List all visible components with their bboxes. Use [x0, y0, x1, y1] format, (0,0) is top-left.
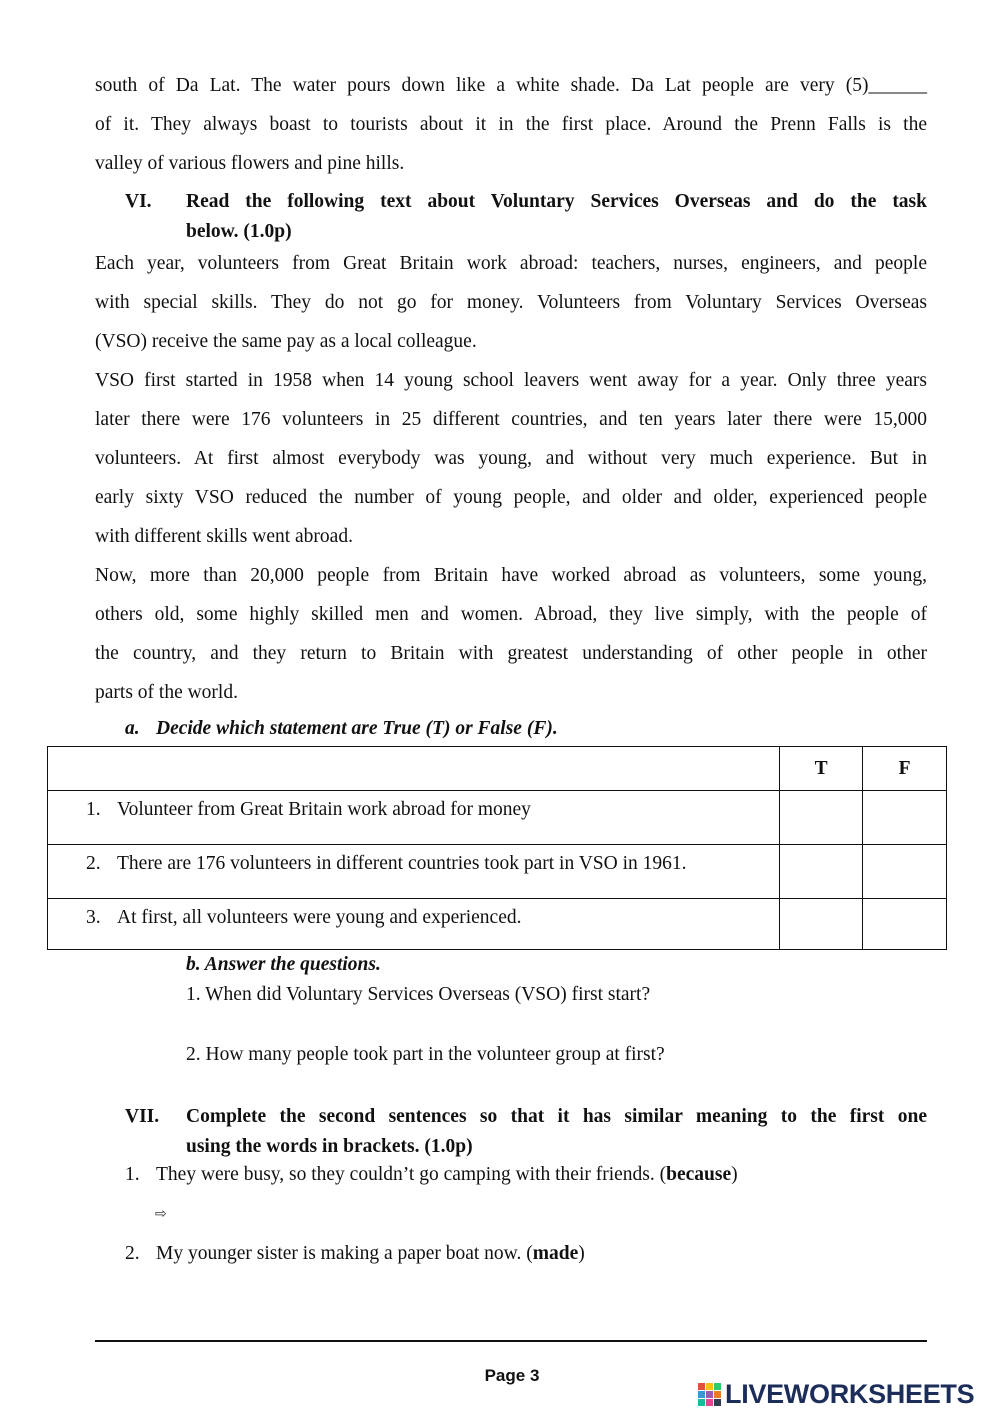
item-close: ): [578, 1243, 585, 1264]
statement-text: At first, all volunteers were young and experienced.: [117, 907, 522, 928]
intro-paragraph: [95, 66, 927, 183]
logo-cell: [714, 1399, 721, 1406]
item-close: ): [731, 1164, 738, 1185]
answer-t-cell[interactable]: [780, 791, 863, 845]
logo-wordmark: LIVEWORKSHEETS: [725, 1378, 975, 1409]
answer-f-cell[interactable]: [863, 845, 947, 899]
question-2: 2. How many people took part in the volunteer group at first?: [186, 1044, 665, 1065]
statement-text: There are 176 volunteers in different countries took part in VSO in 1961.: [117, 853, 687, 874]
header-t: T: [780, 747, 863, 791]
statement-cell: [48, 899, 780, 950]
answer-t-cell[interactable]: [780, 845, 863, 899]
reading-paragraph-3: [95, 556, 927, 712]
logo-cell: [706, 1383, 713, 1390]
item-text: My younger sister is making a paper boat now. (: [156, 1243, 533, 1264]
logo-cell: [714, 1383, 721, 1390]
answer-f-cell[interactable]: [863, 899, 947, 950]
section-6-heading: [125, 187, 927, 247]
answer-t-cell[interactable]: [780, 899, 863, 950]
statement-cell: [48, 791, 780, 845]
intro-line-1: south of Da Lat. The water pours down like a white shade. Da Lat people are very (5)______: [95, 75, 927, 96]
answer-f-cell[interactable]: [863, 791, 947, 845]
p2-line-1: VSO first started in 1958 when 14 young school leavers went away for a year. Only three years: [95, 370, 927, 391]
section-6-title-line-1: Read the following text about Voluntary Services Overseas and do the task: [186, 191, 927, 212]
true-false-table: [47, 746, 947, 950]
statement-number: 3.: [86, 907, 101, 928]
task-a-heading: [125, 718, 558, 740]
page-number: Page 3: [484, 1366, 540, 1385]
logo-cell: [698, 1383, 705, 1390]
item-number: 2.: [125, 1243, 140, 1264]
statement-number: 2.: [86, 853, 101, 874]
rewrite-item-2: [125, 1243, 585, 1265]
p2-line-4: early sixty VSO reduced the number of young people, and older and older, experienced people: [95, 487, 927, 508]
section-7-title-line-2: using the words in brackets. (1.0p): [186, 1136, 473, 1157]
p3-line-1: Now, more than 20,000 people from Britain have worked abroad as volunteers, some young,: [95, 565, 927, 586]
item-keyword: made: [532, 1243, 579, 1264]
section-7-heading: [125, 1102, 927, 1162]
header-statement-cell: [48, 747, 780, 791]
task-b-heading: b. Answer the questions.: [186, 954, 381, 975]
statement-cell: [48, 845, 780, 899]
p2-line-3: volunteers. At first almost everybody was young, and without very much experience. But in: [95, 448, 927, 469]
p2-line-5: with different skills went abroad.: [95, 526, 353, 547]
logo-cell: [698, 1399, 705, 1406]
p3-line-4: parts of the world.: [95, 682, 238, 703]
logo-cell: [706, 1399, 713, 1406]
table-header-row: [48, 747, 947, 791]
rewrite-item-1: [125, 1164, 738, 1186]
section-6-number: VI.: [125, 191, 152, 212]
logo-grid-icon: [698, 1383, 721, 1406]
intro-line-3: valley of various flowers and pine hills.: [95, 153, 405, 174]
item-keyword: because: [666, 1164, 732, 1185]
statement-text: Volunteer from Great Britain work abroad for money: [117, 799, 531, 820]
answer-arrow-icon: ⇨: [155, 1207, 167, 1222]
section-6-title-line-2: below. (1.0p): [186, 221, 292, 242]
statement-number: 1.: [86, 799, 101, 820]
item-text: They were busy, so they couldn’t go camping with their friends. (: [156, 1164, 667, 1185]
intro-line-2: of it. They always boast to tourists about it in the first place. Around the Prenn Falls is the: [95, 114, 927, 135]
header-f: F: [863, 747, 947, 791]
p1-line-2: with special skills. They do not go for money. Volunteers from Voluntary Services Overseas: [95, 292, 927, 313]
logo-cell: [706, 1391, 713, 1398]
task-a-title: Decide which statement are True (T) or False (F).: [156, 718, 558, 739]
p1-line-3: (VSO) receive the same pay as a local colleague.: [95, 331, 477, 352]
table-row: [48, 899, 947, 950]
table-row: [48, 791, 947, 845]
p2-line-2: later there were 176 volunteers in 25 different countries, and ten years later there were 15,000: [95, 409, 927, 430]
liveworksheets-logo: [698, 1378, 974, 1410]
section-7-title-line-1: Complete the second sentences so that it has similar meaning to the first one: [186, 1106, 927, 1127]
logo-cell: [714, 1391, 721, 1398]
logo-cell: [698, 1391, 705, 1398]
reading-paragraph-1: [95, 244, 927, 361]
question-1: 1. When did Voluntary Services Overseas (VSO) first start?: [186, 984, 651, 1005]
task-a-label: a.: [125, 718, 140, 739]
section-7-number: VII.: [125, 1106, 160, 1127]
p3-line-3: the country, and they return to Britain with greatest understanding of other people in other: [95, 643, 927, 664]
p3-line-2: others old, some highly skilled men and women. Abroad, they live simply, with the people of: [95, 604, 927, 625]
reading-paragraph-2: [95, 361, 927, 556]
table-row: [48, 845, 947, 899]
p1-line-1: Each year, volunteers from Great Britain work abroad: teachers, nurses, engineers, and people: [95, 253, 927, 274]
footer-divider: [95, 1340, 927, 1342]
item-number: 1.: [125, 1164, 140, 1185]
